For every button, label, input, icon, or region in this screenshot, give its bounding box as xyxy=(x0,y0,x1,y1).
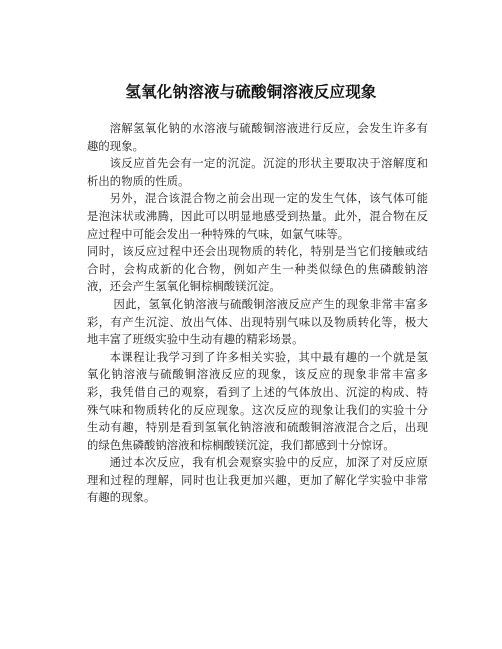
document-title: 氢氧化钠溶液与硫酸铜溶液反应现象 xyxy=(125,83,377,101)
document-body xyxy=(87,120,428,507)
paragraph-experience: 本课程让我学习到了许多相关实验，其中最有趣的一个就是氢氧化钠溶液与硫酸铜溶液反应的现象，该反应的现象非常丰富多彩，我凭借自己的观察，看到了上述的气体放出、沉淀的构成、特殊气味和物质转化的反应现象。这次反应的现象让我们的实验十分生动有趣，特别是看到氢氧化钠溶液和硫酸铜溶液混合之后，出现的绿色焦磷酸钠溶液和棕榈酸镁沉淀，我们都感到十分惊讶。 xyxy=(87,350,428,452)
paragraph-summary: 因此，氢氧化钠溶液与硫酸铜溶液反应产生的现象非常丰富多彩，有产生沉淀、放出气体、出现特别气味以及物质转化等，极大地丰富了班级实验中生动有趣的精彩场景。 xyxy=(87,297,428,347)
paragraph-intro: 溶解氢氧化钠的水溶液与硫酸铜溶液进行反应，会发生许多有趣的现象。 xyxy=(87,122,428,153)
paragraph-precipitate: 该反应首先会有一定的沉淀。沉淀的形状主要取决于溶解度和析出的物质的性质。 xyxy=(87,157,428,188)
paragraph-conversion: 同时，该反应过程中还会出现物质的转化，特别是当它们接触或结合时，会构成新的化合物，例如产生一种类似绿色的焦磷酸钠溶液，还会产生氢氧化铜棕榈酸镁沉淀。 xyxy=(87,245,428,294)
paragraph-conclusion: 通过本次反应，我有机会观察实验中的反应，加深了对反应原理和过程的理解，同时也让我更加兴趣，更加了解化学实验中非常有趣的现象。 xyxy=(87,456,428,505)
paragraph-gas: 另外，混合该混合物之前会出现一定的发生气体，该气体可能是泡沫状或沸腾，因此可以明显地感受到热量。此外，混合物在反应过程中可能会发出一种特殊的气味，如氯气味等。 xyxy=(87,192,428,241)
